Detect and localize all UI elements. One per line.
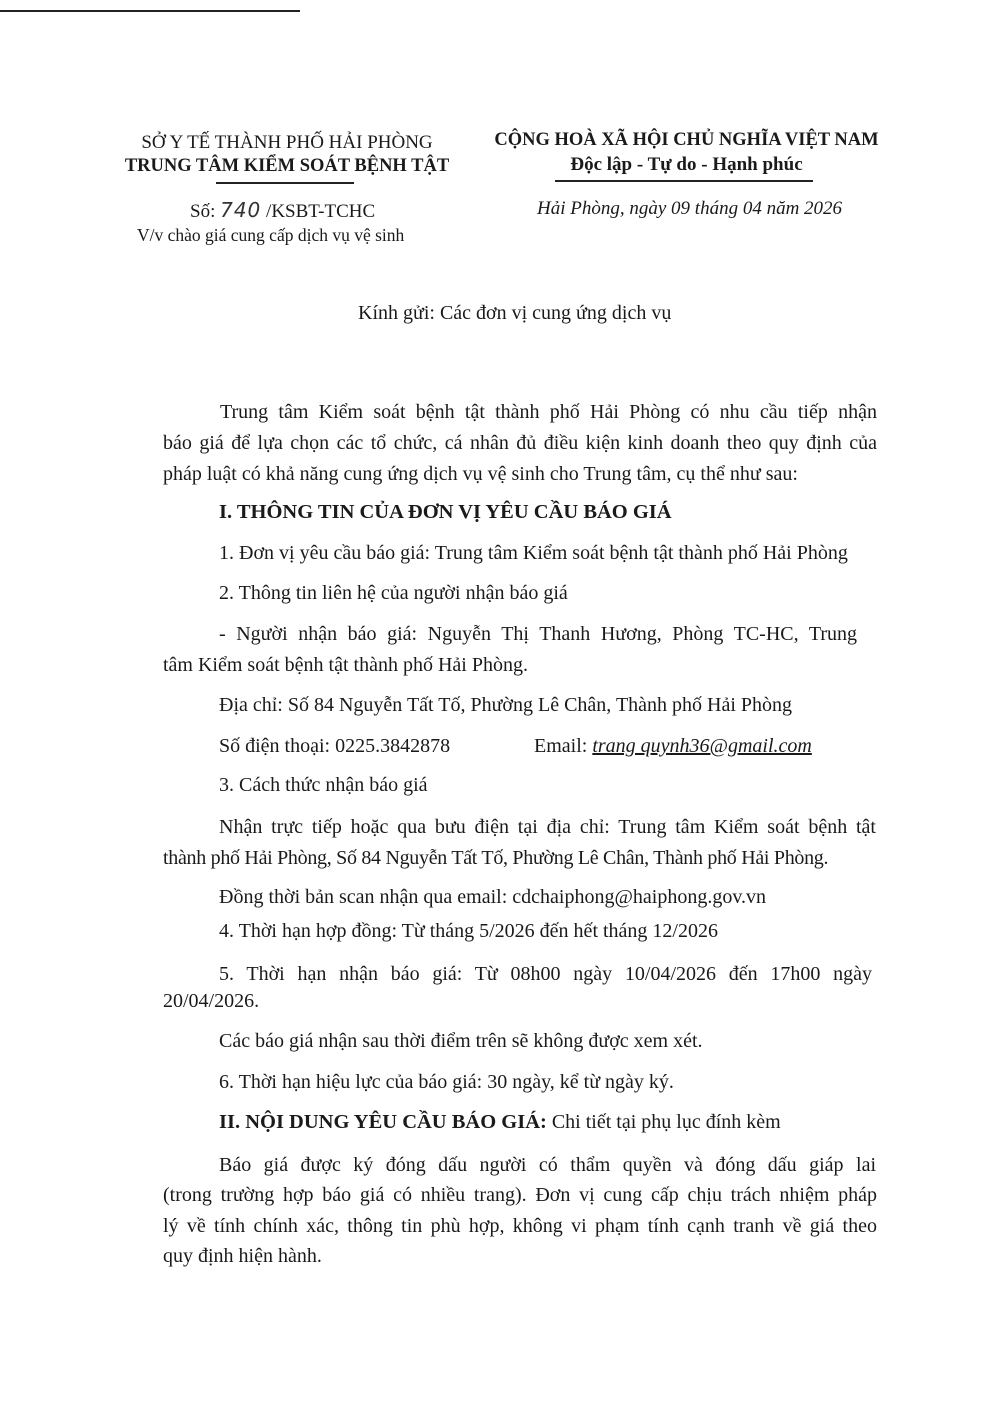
- section-2-title-rest: Chi tiết tại phụ lục đính kèm: [546, 1111, 781, 1133]
- section-2-para-line-1: Báo giá được ký đóng dấu người có thẩm quyền và đóng dấu giáp lai: [219, 1154, 876, 1176]
- section-1-item-1: 1. Đơn vị yêu cầu báo giá: Trung tâm Kiểm soát bệnh tật thành phố Hải Phòng: [219, 542, 848, 564]
- receiver-line-1: - Người nhận báo giá: Nguyễn Thị Thanh Hương, Phòng TC-HC, Trung: [219, 623, 857, 645]
- intro-line-1: Trung tâm Kiểm soát bệnh tật thành phố Hải Phòng có nhu cầu tiếp nhận: [220, 401, 877, 423]
- document-number: [190, 198, 375, 223]
- issuer-authority: SỞ Y TẾ THÀNH PHỐ HẢI PHÒNG: [141, 132, 433, 153]
- section-1-item-5-line-1: 5. Thời hạn nhận báo giá: Từ 08h00 ngày 10/04/2026 đến 17h00 ngày: [219, 963, 872, 985]
- late-note: Các báo giá nhận sau thời điểm trên sẽ không được xem xét.: [219, 1030, 703, 1052]
- contact-address: Địa chỉ: Số 84 Nguyễn Tất Tố, Phường Lê Chân, Thành phố Hải Phòng: [219, 694, 793, 716]
- section-1-item-5-line-2: 20/04/2026.: [163, 990, 260, 1012]
- section-1-item-6: 6. Thời hạn hiệu lực của báo giá: 30 ngày, kể từ ngày ký.: [219, 1071, 674, 1093]
- section-1-title: I. THÔNG TIN CỦA ĐƠN VỊ YÊU CẦU BÁO GIÁ: [219, 501, 672, 523]
- national-motto: Độc lập - Tự do - Hạnh phúc: [570, 154, 803, 175]
- contact-email-link[interactable]: trang quynh36@gmail.com: [592, 735, 812, 757]
- issuer-underline: [216, 182, 354, 184]
- motto-underline: [555, 180, 813, 182]
- place-date: Hải Phòng, ngày 09 tháng 04 năm 2026: [537, 198, 843, 219]
- section-2-para-line-3: lý về tính chính xác, thông tin phù hợp, không vi phạm tính cạnh tranh về giá theo: [163, 1215, 877, 1237]
- document-number-handwritten: 740: [220, 198, 262, 222]
- intro-line-2: báo giá để lựa chọn các tổ chức, cá nhân đủ điều kiện kinh doanh theo quy định của: [163, 432, 877, 454]
- section-2-title: [219, 1106, 781, 1138]
- section-1-item-4: 4. Thời hạn hợp đồng: Từ tháng 5/2026 đến hết tháng 12/2026: [219, 920, 718, 942]
- method-line-1: Nhận trực tiếp hoặc qua bưu điện tại địa chỉ: Trung tâm Kiểm soát bệnh tật: [219, 816, 876, 838]
- document-number-prefix: Số:: [190, 201, 216, 222]
- contact-email-label: Email:: [534, 735, 588, 757]
- intro-line-3: pháp luật có khả năng cung ứng dịch vụ vệ sinh cho Trung tâm, cụ thể như sau:: [163, 463, 798, 485]
- national-title: CỘNG HOÀ XÃ HỘI CHỦ NGHĨA VIỆT NAM: [494, 130, 879, 150]
- section-2-para-line-2: (trong trường hợp báo giá có nhiều trang). Đơn vị cung cấp chịu trách nhiệm pháp: [163, 1184, 877, 1206]
- contact-email: [534, 730, 812, 762]
- section-1-item-3: 3. Cách thức nhận báo giá: [219, 774, 428, 796]
- recipient: Kính gửi: Các đơn vị cung ứng dịch vụ: [358, 302, 672, 324]
- contact-phone: Số điện thoại: 0225.3842878: [219, 735, 451, 757]
- section-2-para-line-4: quy định hiện hành.: [163, 1245, 322, 1267]
- document-subject: V/v chào giá cung cấp dịch vụ vệ sinh: [137, 225, 405, 245]
- receiver-line-2: tâm Kiểm soát bệnh tật thành phố Hải Phòng.: [163, 654, 528, 676]
- scan-edge-line: [0, 10, 300, 12]
- issuer-organization: TRUNG TÂM KIỂM SOÁT BỆNH TẬT: [124, 156, 450, 176]
- section-2-title-bold: II. NỘI DUNG YÊU CẦU BÁO GIÁ:: [219, 1111, 547, 1133]
- document-number-suffix: /KSBT-TCHC: [266, 201, 376, 222]
- scan-email-note: Đồng thời bản scan nhận qua email: cdchaiphong@haiphong.gov.vn: [219, 886, 767, 908]
- section-1-item-2: 2. Thông tin liên hệ của người nhận báo giá: [219, 582, 568, 604]
- method-line-2: thành phố Hải Phòng, Số 84 Nguyễn Tất Tố, Phường Lê Chân, Thành phố Hải Phòng.: [163, 847, 829, 869]
